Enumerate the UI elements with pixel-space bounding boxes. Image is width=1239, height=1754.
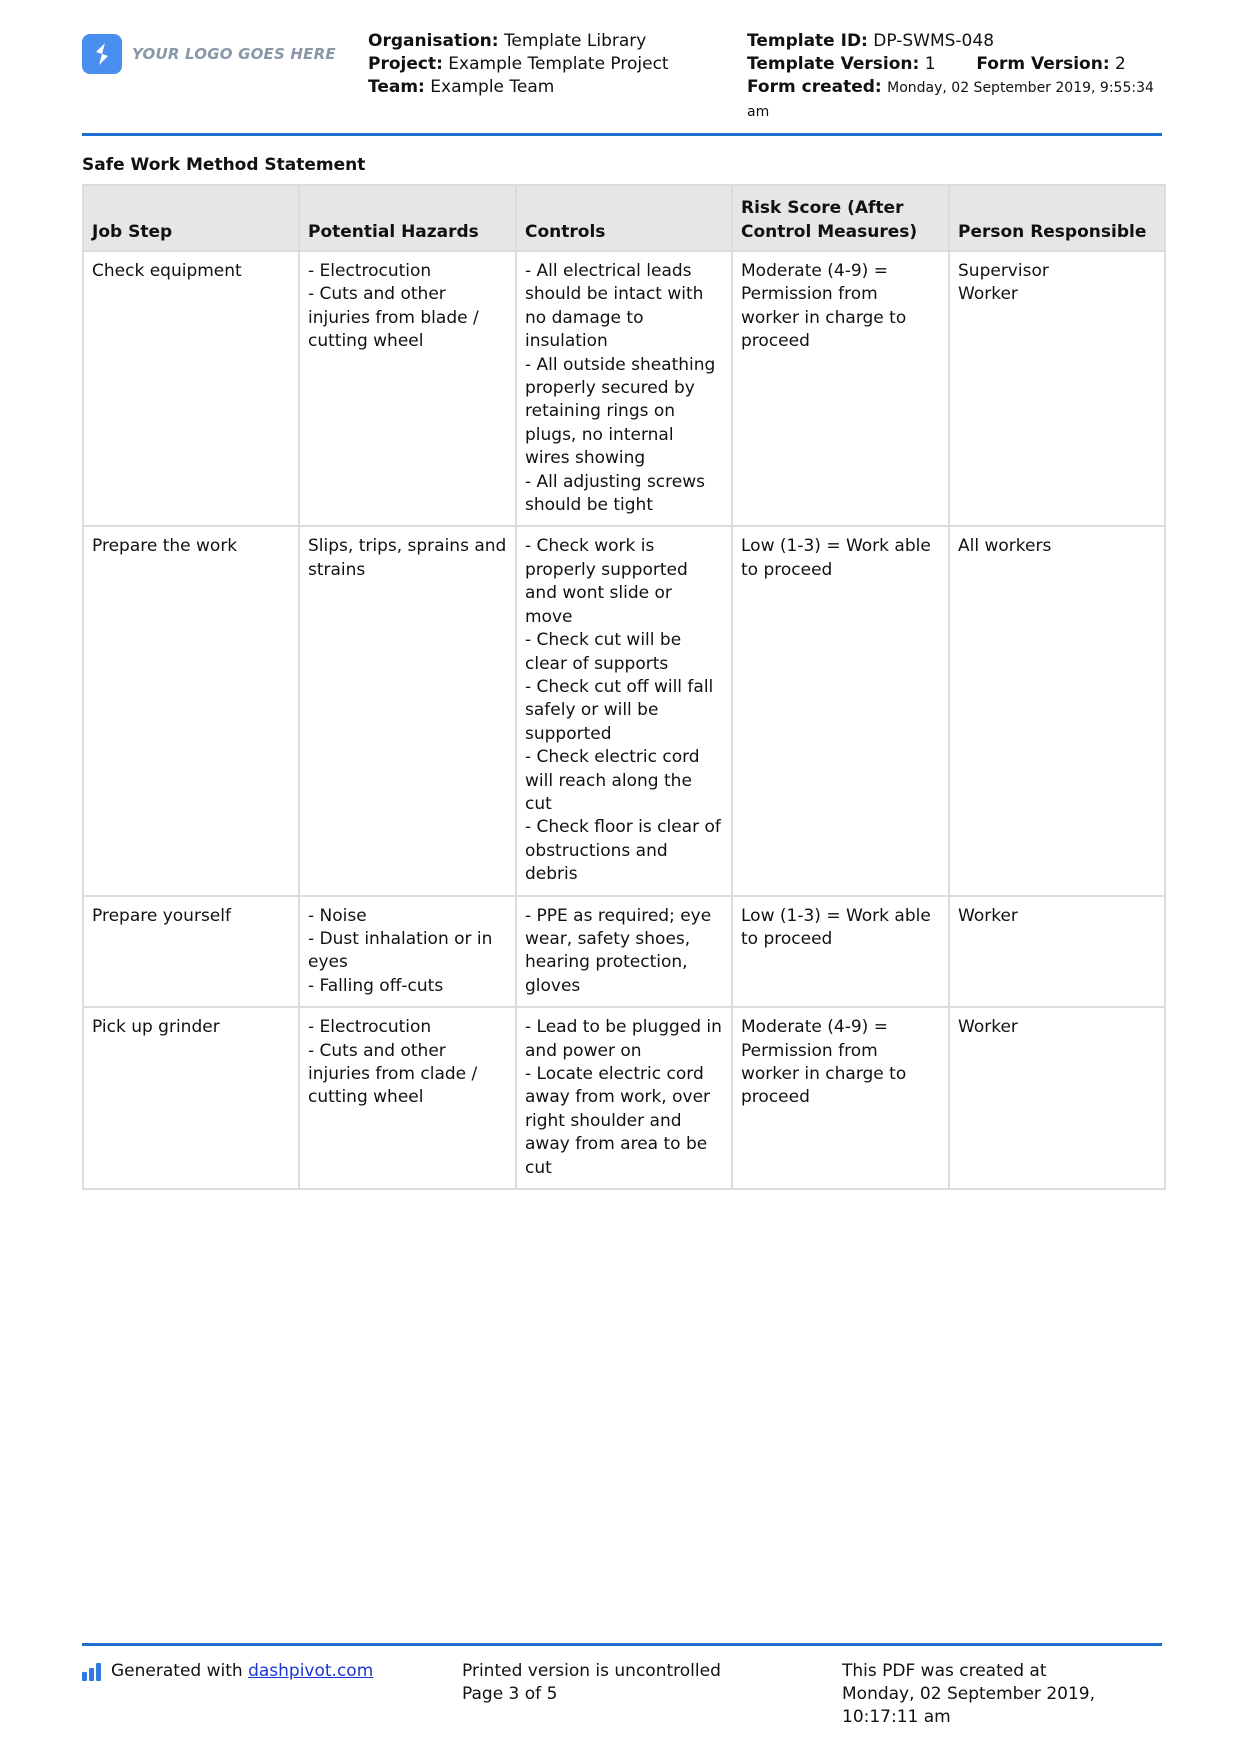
header-meta-left: [368, 30, 728, 99]
column-header-controls: Controls: [516, 185, 732, 251]
column-header-risk-score: Risk Score (After Control Measures): [732, 185, 949, 251]
team-label: Team:: [368, 77, 425, 97]
hazards-cell: - Electrocution - Cuts and other injuries from clade / cutting wheel: [299, 1007, 516, 1189]
column-header-job-step: Job Step: [83, 185, 299, 251]
job-step-cell: Prepare yourself: [83, 896, 299, 1008]
controls-cell: - PPE as required; eye wear, safety shoes, hearing protection, gloves: [516, 896, 732, 1008]
controls-cell: - All electrical leads should be intact with no damage to insulation - All outside sheathing properly secured by retaining rings on plugs, no internal wires showing - All adjusting screws should be tight: [516, 251, 732, 526]
risk-score-cell: Low (1-3) = Work able to proceed: [732, 896, 949, 1008]
organisation-value: Template Library: [503, 31, 647, 51]
person-responsible-cell: Worker: [949, 1007, 1165, 1189]
person-responsible-cell: Worker: [949, 896, 1165, 1008]
column-header-hazards: Potential Hazards: [299, 185, 516, 251]
template-version-value: 1: [924, 54, 936, 74]
created-line-2: Monday, 02 September 2019,: [842, 1684, 1095, 1704]
job-step-cell: Pick up grinder: [83, 1007, 299, 1189]
created-line-1: This PDF was created at: [842, 1661, 1047, 1681]
form-created-label: Form created:: [747, 77, 882, 97]
header-meta-right: [747, 30, 1167, 124]
generated-prefix: Generated with: [111, 1661, 249, 1681]
column-header-person-responsible: Person Responsible: [949, 185, 1165, 251]
table-row: [83, 251, 1165, 526]
project-line: [368, 53, 728, 76]
hazards-cell: Slips, trips, sprains and strains: [299, 526, 516, 895]
job-step-cell: Prepare the work: [83, 526, 299, 895]
organisation-label: Organisation:: [368, 31, 499, 51]
organisation-line: [368, 30, 728, 53]
person-responsible-cell: Supervisor Worker: [949, 251, 1165, 526]
swms-table: [82, 184, 1166, 1190]
table-row: [83, 896, 1165, 1008]
hazards-cell: - Electrocution - Cuts and other injuries from blade / cutting wheel: [299, 251, 516, 526]
template-id-line: [747, 30, 1167, 53]
table-row: [83, 526, 1165, 895]
form-created-value: Monday, 02 September 2019, 9:55:34 am: [747, 80, 1154, 120]
page-header: [82, 28, 1162, 138]
hazards-cell: - Noise - Dust inhalation or in eyes - Falling off-cuts: [299, 896, 516, 1008]
logo-icon: [82, 34, 122, 74]
section-title: Safe Work Method Statement: [82, 155, 366, 175]
risk-score-cell: Low (1-3) = Work able to proceed: [732, 526, 949, 895]
form-version-value: 2: [1115, 54, 1126, 74]
page-number: Page 3 of 5: [462, 1684, 558, 1704]
form-version-label: Form Version:: [976, 54, 1110, 74]
version-line: [747, 53, 1167, 76]
project-label: Project:: [368, 54, 443, 74]
project-value: Example Template Project: [448, 54, 669, 74]
footer-created-at: [842, 1660, 1095, 1729]
team-line: [368, 76, 728, 99]
table-row: [83, 1007, 1165, 1189]
footer-divider: [82, 1643, 1162, 1646]
job-step-cell: Check equipment: [83, 251, 299, 526]
dashpivot-bars-icon: [82, 1663, 103, 1681]
template-version-label: Template Version:: [747, 54, 920, 74]
form-created-line: [747, 76, 1167, 124]
team-value: Example Team: [430, 77, 555, 97]
footer-middle: [462, 1660, 721, 1706]
uncontrolled-notice: Printed version is uncontrolled: [462, 1661, 721, 1681]
dashpivot-link[interactable]: dashpivot.com: [248, 1661, 374, 1681]
controls-cell: - Lead to be plugged in and power on - Locate electric cord away from work, over right shoulder and away from area to be cut: [516, 1007, 732, 1189]
header-divider: [82, 133, 1162, 136]
logo-text: YOUR LOGO GOES HERE: [132, 45, 336, 63]
generated-with: [82, 1660, 373, 1683]
person-responsible-cell: All workers: [949, 526, 1165, 895]
risk-score-cell: Moderate (4-9) = Permission from worker in charge to proceed: [732, 1007, 949, 1189]
table-header-row: [83, 185, 1165, 251]
template-id-value: DP-SWMS-048: [873, 31, 995, 51]
controls-cell: - Check work is properly supported and wont slide or move - Check cut will be clear of supports - Check cut off will fall safely or will be supported - Check electric cord will reach along the cut - Check floor is clear of obstructions and debris: [516, 526, 732, 895]
risk-score-cell: Moderate (4-9) = Permission from worker in charge to proceed: [732, 251, 949, 526]
created-line-3: 10:17:11 am: [842, 1707, 951, 1727]
template-id-label: Template ID:: [747, 31, 868, 51]
company-logo: [82, 34, 336, 74]
